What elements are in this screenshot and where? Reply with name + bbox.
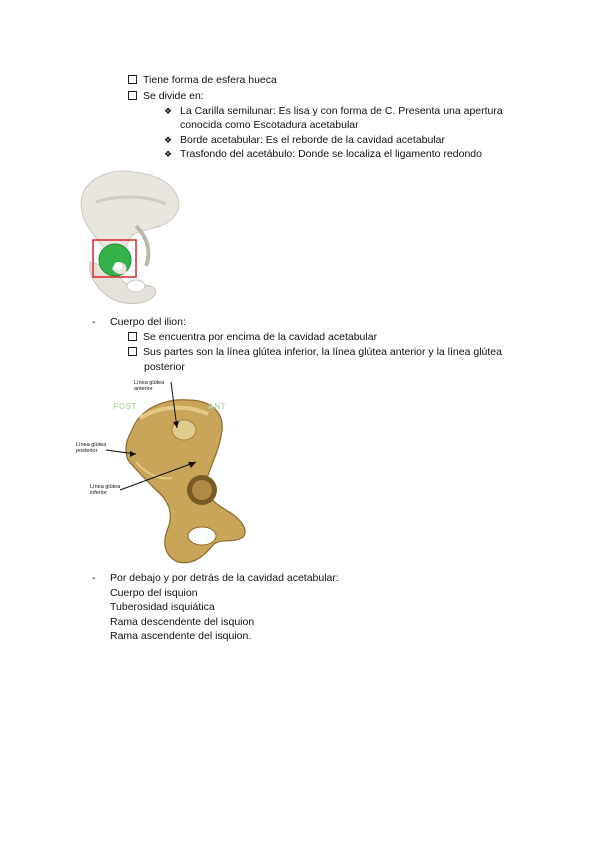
list-item-text: Tiene forma de esfera hueca bbox=[143, 74, 277, 86]
label-line: Línea glútea bbox=[134, 380, 165, 386]
label-line: inferior bbox=[90, 490, 107, 496]
watermark-ant: ANT bbox=[208, 402, 226, 411]
checkbox-icon bbox=[128, 75, 137, 84]
dash-list-item bbox=[92, 572, 339, 584]
obturator-foramen-shape bbox=[127, 280, 145, 292]
list-line: Tuberosidad isquiática bbox=[110, 601, 215, 613]
list-line: Rama ascendente del isquion. bbox=[110, 630, 252, 642]
list-item-continuation: posterior bbox=[144, 361, 185, 373]
checkbox-icon bbox=[128, 347, 137, 356]
label-posterior-gluteal-line bbox=[76, 442, 106, 454]
label-line: Línea glútea bbox=[76, 442, 107, 448]
list-item bbox=[128, 90, 204, 102]
list-item-text: Se encuentra por encima de la cavidad acetabular bbox=[143, 331, 378, 343]
label-line: posterior bbox=[76, 448, 98, 454]
label-anterior-gluteal-line bbox=[134, 380, 164, 392]
diamond-bullet-icon: ❖ bbox=[164, 135, 173, 145]
section-title: Cuerpo del ilion: bbox=[110, 316, 186, 328]
sub-list-item-text: Trasfondo del acetábulo: Donde se localiza el ligamento redondo bbox=[180, 148, 482, 160]
list-item bbox=[128, 346, 502, 358]
list-item-text: Se divide en: bbox=[143, 90, 204, 102]
diamond-bullet-icon: ❖ bbox=[164, 106, 173, 116]
label-line: Línea glútea bbox=[90, 484, 121, 490]
acetabulum-inner-shape bbox=[192, 480, 212, 500]
list-line: Cuerpo del isquion bbox=[110, 587, 198, 599]
list-item bbox=[128, 331, 377, 343]
list-item bbox=[128, 74, 277, 86]
dash-bullet: - bbox=[92, 316, 96, 328]
sub-list-item-text: Borde acetabular: Es el reborde de la cavidad acetabular bbox=[180, 134, 446, 146]
section-title: Por debajo y por detrás de la cavidad acetabular: bbox=[110, 572, 339, 584]
sub-list-item bbox=[164, 148, 482, 160]
sub-list-item bbox=[164, 134, 445, 146]
diamond-bullet-icon: ❖ bbox=[164, 149, 173, 159]
sub-list-item bbox=[164, 105, 503, 117]
watermark-post: POST bbox=[113, 402, 137, 411]
dash-bullet: - bbox=[92, 572, 96, 584]
label-line: anterior bbox=[134, 386, 153, 392]
checkbox-icon bbox=[128, 91, 137, 100]
gluteal-lines-figure bbox=[76, 378, 276, 570]
list-item-text: Sus partes son la línea glútea inferior, la línea glútea anterior y la línea glútea bbox=[143, 346, 502, 358]
ilium-wing-shape bbox=[81, 171, 179, 262]
sub-list-item-continuation: conocida como Escotadura acetabular bbox=[180, 119, 359, 131]
sub-list-item-text: La Carilla semilunar: Es lisa y con forma de C. Presenta una apertura bbox=[180, 105, 503, 117]
dash-list-item bbox=[92, 316, 186, 328]
label-inferior-gluteal-line bbox=[90, 484, 120, 496]
hip-bone-lateral-drawing bbox=[76, 378, 276, 570]
checkbox-icon bbox=[128, 332, 137, 341]
acetabular-fossa-shape bbox=[114, 262, 122, 270]
list-line: Rama descendente del isquion bbox=[110, 616, 255, 628]
hip-bone-acetabulum-figure bbox=[74, 166, 184, 308]
obturator-foramen-shape bbox=[188, 527, 216, 545]
